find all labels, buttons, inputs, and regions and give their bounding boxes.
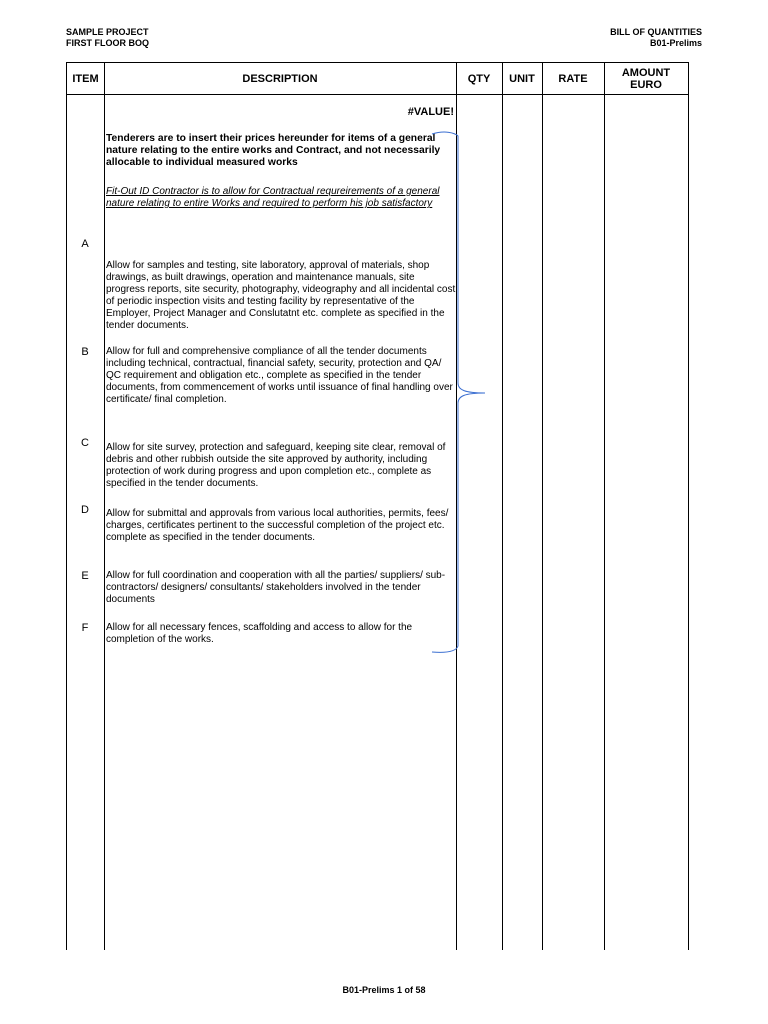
item-letter-d: D xyxy=(81,504,89,516)
boq-subtitle: FIRST FLOOR BOQ xyxy=(66,38,149,48)
item-letter-a: A xyxy=(81,238,89,250)
header-right xyxy=(610,27,702,49)
item-letter-b: B xyxy=(81,346,89,358)
intro-bold-text: Tenderers are to insert their prices hereunder for items of a general nature relating to the entire works and Contract, and not necessarily allocable to individual measured works xyxy=(106,133,441,168)
item-letter-c: C xyxy=(81,437,89,449)
col-header-item: ITEM xyxy=(72,72,99,85)
doc-type: BILL OF QUANTITIES xyxy=(610,27,702,37)
col-header-unit: UNIT xyxy=(509,72,535,85)
header-left xyxy=(66,27,149,49)
item-text-e: Allow for full coordination and cooperation with all the parties/ suppliers/ sub-contractors/ designers/ consultants/ stakeholders involved in the tender documents xyxy=(106,570,446,605)
page-footer: B01-Prelims 1 of 58 xyxy=(342,985,426,995)
item-letter-e: E xyxy=(81,570,89,582)
curly-bracket-annotation xyxy=(430,128,500,658)
col-header-amount xyxy=(604,63,688,94)
item-text-b: Allow for full and comprehensive compliance of all the tender documents including technical, contractual, financial safety, security, protection and QA/ QC requirement and obligation etc., complete as specified in the tender documents, from commencement of works until issuance of final handling over certificate/ final completion. xyxy=(106,346,453,405)
col-header-qty: QTY xyxy=(467,72,491,85)
col-divider-item xyxy=(104,63,105,950)
item-letter-f: F xyxy=(81,622,89,634)
project-name: SAMPLE PROJECT xyxy=(66,27,149,37)
section-code: B01-Prelims xyxy=(649,38,702,48)
currency-label: EURO xyxy=(630,78,662,91)
item-text-d: Allow for submittal and approvals from various local authorities, permits, fees/ charges, certificates pertinent to the successful completion of the project etc. complete as specified in the tender documents. xyxy=(106,508,449,543)
item-text-a: Allow for samples and testing, site laboratory, approval of materials, shop drawings, as built drawings, operation and maintenance manuals, site progress reports, site security, photography, videography and all incidental cost of periodic inspection visits and testing facility by representative of the Employer, Project Manager and Conslutatnt etc. complete as specified in the tender documents. xyxy=(106,260,456,331)
col-divider-rate xyxy=(604,63,605,950)
col-divider-unit xyxy=(542,63,543,950)
item-text-c: Allow for site survey, protection and safeguard, keeping site clear, removal of debris and other rubbish outside the site approved by authority, including protection of work during progress and upon completion etc., complete as specified in the tender documents. xyxy=(106,442,446,489)
header-divider xyxy=(67,94,688,95)
col-header-rate: RATE xyxy=(558,72,588,85)
col-header-description: DESCRIPTION xyxy=(242,72,318,85)
intro-italic-text: Fit-Out ID Contractor is to allow for Contractual requreirements of a general nature relating to entire Works and required to perform his job satisfactory xyxy=(106,186,440,209)
value-error-cell: #VALUE! xyxy=(407,106,454,118)
item-text-f: Allow for all necessary fences, scaffolding and access to allow for the completion of the works. xyxy=(106,622,413,645)
col-divider-qty xyxy=(502,63,503,950)
amount-label: AMOUNT xyxy=(621,66,671,79)
